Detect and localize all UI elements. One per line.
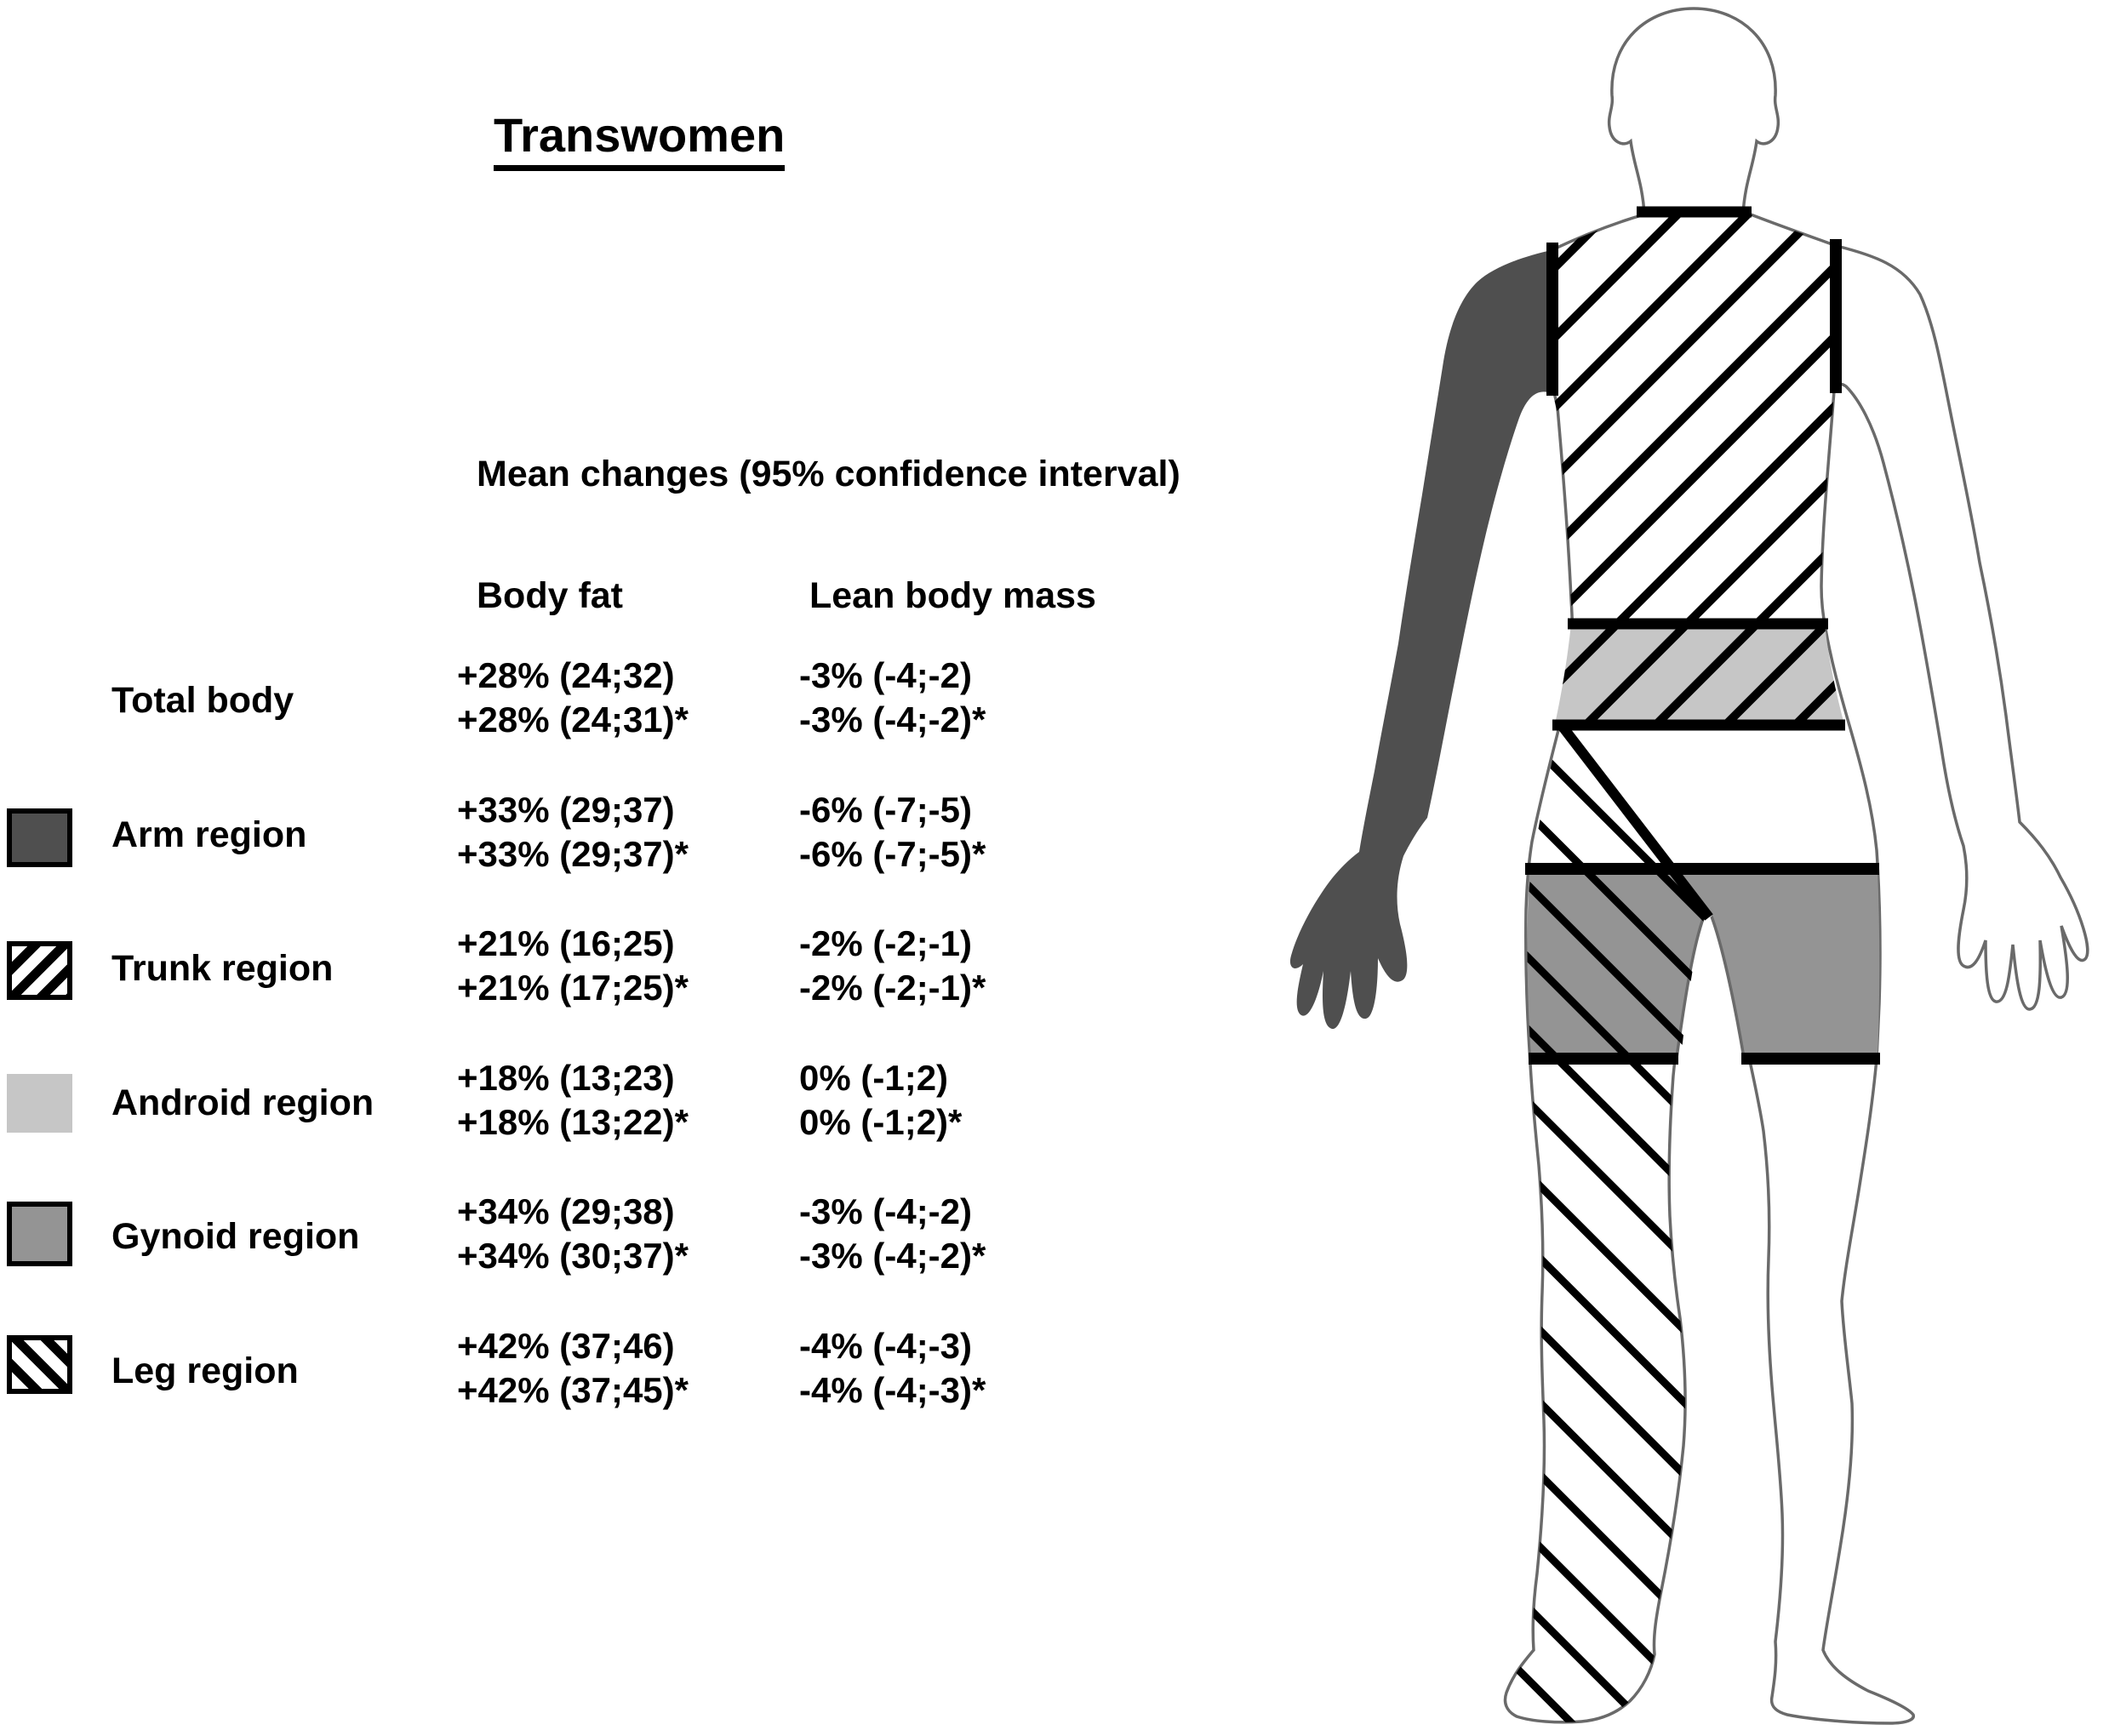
- row-label: Total body: [111, 680, 294, 721]
- lean-body-mass-values: -4% (-4;-3) -4% (-4;-3)*: [799, 1326, 986, 1410]
- column-header-lean-body-mass: Lean body mass: [809, 575, 1096, 616]
- arm-region-fill: [1290, 250, 1552, 1029]
- head-outline: [1609, 9, 1779, 214]
- row-label: Leg region: [111, 1351, 299, 1391]
- lean-body-mass-values: -3% (-4;-2) -3% (-4;-2)*: [799, 655, 986, 740]
- row-label: Gynoid region: [111, 1216, 360, 1257]
- lean-body-mass-values: -6% (-7;-5) -6% (-7;-5)*: [799, 790, 986, 874]
- lean-body-mass-values: 0% (-1;2) 0% (-1;2)*: [799, 1058, 963, 1142]
- lean-body-mass-values: -3% (-4;-2) -3% (-4;-2)*: [799, 1191, 986, 1276]
- page-title: Transwomen: [494, 107, 785, 171]
- body-fat-values: +21% (16;25) +21% (17;25)*: [457, 923, 689, 1008]
- body-fat-values: +28% (24;32) +28% (24;31)*: [457, 655, 689, 740]
- row-label: Android region: [111, 1082, 374, 1123]
- table-header: Mean changes (95% confidence interval): [477, 454, 1180, 494]
- android-region-hatch: [1555, 624, 1844, 724]
- body-fat-values: +18% (13;23) +18% (13;22)*: [457, 1058, 689, 1142]
- trunk-region-hatch: [1552, 213, 1837, 624]
- column-header-body-fat: Body fat: [477, 575, 623, 616]
- body-fat-values: +33% (29;37) +33% (29;37)*: [457, 790, 689, 874]
- body-fat-values: +34% (29;38) +34% (30;37)*: [457, 1191, 689, 1276]
- body-fat-values: +42% (37;46) +42% (37;45)*: [457, 1326, 689, 1410]
- row-label: Arm region: [111, 814, 307, 855]
- row-label: Trunk region: [111, 948, 334, 989]
- lean-body-mass-values: -2% (-2;-1) -2% (-2;-1)*: [799, 923, 986, 1008]
